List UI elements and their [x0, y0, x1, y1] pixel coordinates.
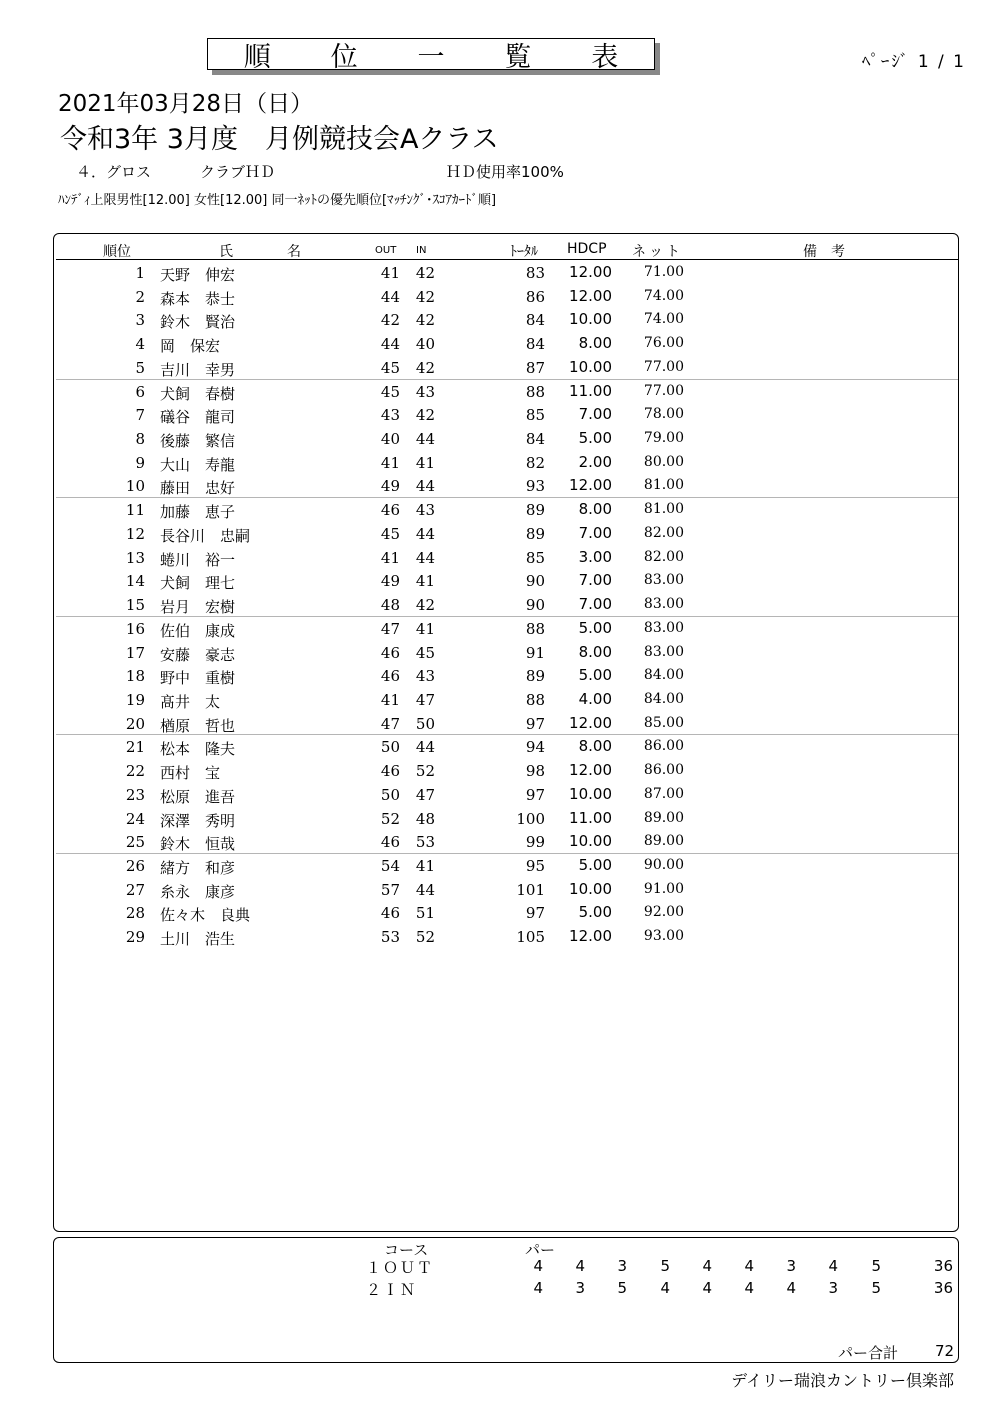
out-score-cell: 52 [380, 809, 400, 828]
hole-par: 3 [575, 1279, 585, 1297]
in-score-cell: 41 [415, 572, 435, 591]
name-cell: 礒谷 龍司 [160, 408, 236, 427]
hdcp-cell: 10.00 [569, 784, 612, 803]
hole-par: 3 [786, 1257, 796, 1275]
rank-cell: 4 [135, 335, 145, 354]
out-score-cell: 41 [380, 453, 400, 472]
rank-cell: 9 [135, 453, 145, 472]
total-score-cell: 89 [525, 524, 545, 543]
table-row [0, 784, 1000, 808]
net-score-cell: 80.00 [643, 453, 684, 470]
net-score-cell: 76.00 [643, 335, 684, 352]
name-cell: 鈴木 恒哉 [160, 835, 236, 854]
net-score-cell: 84.00 [643, 690, 684, 707]
total-score-cell: 88 [525, 690, 545, 709]
par-total-label: パー合計 [838, 1344, 899, 1362]
net-score-cell: 89.00 [643, 833, 684, 850]
hdcp-cell: 12.00 [569, 286, 612, 305]
rank-cell: 10 [125, 477, 145, 496]
table-row [0, 926, 1000, 950]
name-cell: 天野 伸宏 [160, 266, 236, 284]
hole-par: 5 [660, 1257, 670, 1275]
net-score-cell: 87.00 [643, 785, 684, 802]
total-score-cell: 89 [525, 501, 545, 520]
course-name-in: ２ＩＮ [366, 1281, 418, 1299]
in-score-cell: 42 [415, 287, 435, 306]
hdcp-cell: 10.00 [569, 310, 612, 329]
out-score-cell: 45 [380, 358, 400, 377]
hdcp-cell: 11.00 [569, 381, 612, 400]
rank-cell: 23 [125, 785, 145, 804]
out-score-cell: 47 [380, 714, 400, 733]
out-score-cell: 45 [380, 382, 400, 401]
rank-cell: 22 [125, 762, 145, 781]
out-score-cell: 44 [380, 287, 400, 306]
table-row [0, 523, 1000, 547]
hole-par: 4 [744, 1257, 754, 1275]
name-cell: 深澤 秀明 [160, 811, 236, 830]
total-score-cell: 93 [525, 477, 545, 496]
course-name-out: １ＯＵＴ [366, 1259, 435, 1277]
name-cell: 西村 宝 [160, 764, 221, 783]
net-score-cell: 92.00 [643, 904, 684, 921]
total-score-cell: 90 [525, 572, 545, 591]
table-row [0, 760, 1000, 784]
table-row [0, 665, 1000, 689]
hdcp-cell: 10.00 [569, 357, 612, 376]
name-cell: 佐伯 康成 [160, 621, 236, 640]
hdcp-cell: 2.00 [578, 452, 612, 471]
hole-par: 4 [660, 1279, 670, 1297]
in-score-cell: 43 [415, 382, 435, 401]
out-score-cell: 40 [380, 430, 400, 449]
col-total: ﾄｰﾀﾙ [510, 244, 538, 260]
rank-cell: 18 [125, 667, 145, 686]
hdcp-cell: 5.00 [578, 618, 612, 637]
hole-par: 4 [575, 1257, 585, 1275]
hdcp-cell: 3.00 [578, 547, 612, 566]
rank-cell: 3 [135, 311, 145, 330]
in-score-cell: 43 [415, 667, 435, 686]
net-score-cell: 86.00 [643, 738, 684, 755]
out-score-cell: 44 [380, 335, 400, 354]
event-name: 令和3年 3月度 月例競技会Aクラス [60, 124, 499, 155]
rank-cell: 28 [125, 904, 145, 923]
in-score-cell: 53 [415, 833, 435, 852]
table-row [0, 689, 1000, 713]
out-score-cell: 50 [380, 738, 400, 757]
out-score-cell: 49 [380, 572, 400, 591]
name-cell: 佐々木 良典 [160, 906, 251, 925]
table-row [0, 404, 1000, 428]
net-score-cell: 93.00 [643, 928, 684, 945]
rank-cell: 15 [125, 596, 145, 615]
col-hdcp: HDCP [567, 241, 607, 257]
total-score-cell: 101 [516, 880, 545, 899]
group-divider [56, 734, 958, 735]
hole-par: 4 [702, 1257, 712, 1275]
table-row [0, 570, 1000, 594]
group-divider [56, 379, 958, 380]
total-score-cell: 95 [525, 857, 545, 875]
in-score-cell: 42 [415, 311, 435, 330]
page-number: ﾍﾟｰｼﾞ 1 / 1 [861, 52, 966, 72]
net-score-cell: 83.00 [643, 643, 684, 660]
rank-cell: 17 [125, 643, 145, 662]
out-score-cell: 57 [380, 880, 400, 899]
table-row [0, 855, 1000, 879]
name-cell: 犬飼 理七 [160, 574, 236, 593]
rank-cell: 2 [135, 287, 145, 306]
out-score-cell: 46 [380, 833, 400, 852]
total-score-cell: 89 [525, 667, 545, 686]
net-score-cell: 82.00 [643, 548, 684, 565]
net-score-cell: 74.00 [643, 287, 684, 304]
competition-date: 2021年03月28日（日） [58, 91, 314, 117]
in-score-cell: 47 [415, 785, 435, 804]
col-net: ネット [632, 244, 683, 260]
net-score-cell: 78.00 [643, 406, 684, 423]
name-cell: 岡 保宏 [160, 337, 221, 356]
group-divider [56, 616, 958, 617]
hdcp-cell: 7.00 [578, 523, 612, 542]
col-remarks: 備 考 [803, 244, 845, 260]
out-score-cell: 41 [380, 548, 400, 567]
total-score-cell: 84 [525, 311, 545, 330]
table-row [0, 594, 1000, 618]
out-score-cell: 45 [380, 524, 400, 543]
rank-cell: 11 [125, 501, 145, 520]
name-cell: 森本 恭士 [160, 289, 236, 308]
name-cell: 吉川 幸男 [160, 360, 236, 379]
rank-cell: 7 [135, 406, 145, 425]
header-divider [56, 259, 958, 260]
in-score-cell: 47 [415, 690, 435, 709]
col-out: OUT [375, 245, 397, 256]
name-cell: 後藤 繁信 [160, 432, 236, 451]
out-score-cell: 48 [380, 596, 400, 615]
name-cell: 大山 寿龍 [160, 455, 236, 474]
par-total-value: 72 [935, 1342, 955, 1360]
in-score-cell: 45 [415, 643, 435, 662]
rank-cell: 5 [135, 358, 145, 377]
name-cell: 藤田 忠好 [160, 479, 236, 498]
hdcp-cell: 10.00 [569, 879, 612, 898]
net-score-cell: 84.00 [643, 667, 684, 684]
total-score-cell: 86 [525, 287, 545, 306]
net-score-cell: 83.00 [643, 596, 684, 613]
hole-par: 4 [533, 1279, 543, 1297]
total-score-cell: 94 [525, 738, 545, 757]
table-row [0, 736, 1000, 760]
total-score-cell: 84 [525, 335, 545, 354]
in-score-cell: 40 [415, 335, 435, 354]
net-score-cell: 83.00 [643, 572, 684, 589]
col-in: IN [416, 245, 427, 256]
hdcp-cell: 8.00 [578, 500, 612, 519]
rank-cell: 26 [125, 857, 145, 875]
in-score-cell: 41 [415, 619, 435, 638]
table-row [0, 808, 1000, 832]
hole-par: 3 [828, 1279, 838, 1297]
name-cell: 蜷川 裕一 [160, 550, 236, 569]
hdcp-cell: 8.00 [578, 737, 612, 756]
in-score-cell: 52 [415, 762, 435, 781]
net-score-cell: 81.00 [643, 501, 684, 518]
hdcp-cell: 12.00 [569, 476, 612, 495]
page-title: 順 位 一 覧 表 [207, 38, 655, 70]
handicap-class: クラブＨＤ [200, 163, 276, 181]
hd-usage-rate: ＨＤ使用率100% [446, 163, 564, 181]
in-score-cell: 44 [415, 524, 435, 543]
in-score-cell: 44 [415, 430, 435, 449]
name-cell: 犬飼 春樹 [160, 384, 236, 403]
total-score-cell: 105 [516, 928, 545, 947]
rank-cell: 14 [125, 572, 145, 591]
table-row [0, 286, 1000, 310]
club-name: デイリー瑞浪カントリー倶楽部 [731, 1371, 954, 1390]
col-name-given: 名 [287, 244, 301, 260]
name-cell: 加藤 恵子 [160, 503, 236, 522]
total-score-cell: 99 [525, 833, 545, 852]
total-score-cell: 82 [525, 453, 545, 472]
name-cell: 松原 進吾 [160, 787, 236, 806]
hdcp-cell: 7.00 [578, 405, 612, 424]
table-row [0, 618, 1000, 642]
hdcp-cell: 12.00 [569, 761, 612, 780]
total-score-cell: 98 [525, 762, 545, 781]
hole-par: 5 [617, 1279, 627, 1297]
name-cell: 糸永 康彦 [160, 882, 236, 901]
hole-par: 4 [828, 1257, 838, 1275]
total-score-cell: 83 [525, 264, 545, 282]
hole-par: 4 [786, 1279, 796, 1297]
hdcp-cell: 12.00 [569, 713, 612, 732]
in-score-cell: 44 [415, 880, 435, 899]
in-score-cell: 48 [415, 809, 435, 828]
rank-cell: 29 [125, 928, 145, 947]
in-score-cell: 44 [415, 548, 435, 567]
total-score-cell: 100 [516, 809, 545, 828]
table-row [0, 262, 1000, 286]
out-score-cell: 47 [380, 619, 400, 638]
total-score-cell: 88 [525, 382, 545, 401]
out-score-cell: 42 [380, 311, 400, 330]
net-score-cell: 74.00 [643, 311, 684, 328]
course-label: コース [384, 1241, 429, 1259]
hdcp-cell: 5.00 [578, 903, 612, 922]
table-row [0, 879, 1000, 903]
rank-cell: 6 [135, 382, 145, 401]
net-score-cell: 90.00 [643, 857, 684, 873]
total-score-cell: 97 [525, 904, 545, 923]
name-cell: 野中 重樹 [160, 669, 236, 688]
hdcp-cell: 12.00 [569, 263, 612, 281]
out-score-cell: 46 [380, 643, 400, 662]
table-row [0, 381, 1000, 405]
hole-par: 4 [533, 1257, 543, 1275]
total-score-cell: 97 [525, 714, 545, 733]
table-row [0, 428, 1000, 452]
hdcp-cell: 8.00 [578, 334, 612, 353]
net-score-cell: 82.00 [643, 524, 684, 541]
hdcp-cell: 7.00 [578, 595, 612, 614]
name-cell: 松本 隆夫 [160, 740, 236, 759]
name-cell: 長谷川 忠嗣 [160, 526, 251, 545]
net-score-cell: 81.00 [643, 477, 684, 494]
table-row [0, 475, 1000, 499]
net-score-cell: 83.00 [643, 619, 684, 636]
hole-par: 5 [871, 1279, 881, 1297]
name-cell: 髙井 太 [160, 692, 221, 711]
net-score-cell: 91.00 [643, 880, 684, 897]
course-par-table [53, 1237, 959, 1363]
table-row [0, 499, 1000, 523]
name-cell: 緒方 和彦 [160, 859, 236, 877]
table-row [0, 309, 1000, 333]
out-score-cell: 49 [380, 477, 400, 496]
name-cell: 土川 浩生 [160, 930, 236, 949]
table-row [0, 357, 1000, 381]
total-score-cell: 90 [525, 596, 545, 615]
table-row [0, 831, 1000, 855]
hole-par: 3 [617, 1257, 627, 1275]
out-score-cell: 50 [380, 785, 400, 804]
hole-par: 4 [702, 1279, 712, 1297]
hdcp-cell: 5.00 [578, 856, 612, 874]
net-score-cell: 71.00 [643, 264, 684, 280]
in-score-cell: 52 [415, 928, 435, 947]
hdcp-cell: 5.00 [578, 666, 612, 685]
name-cell: 岩月 宏樹 [160, 598, 236, 617]
in-score-cell: 42 [415, 406, 435, 425]
rank-cell: 25 [125, 833, 145, 852]
group-divider [56, 853, 958, 854]
out-score-cell: 41 [380, 690, 400, 709]
course-par-total: 36 [933, 1257, 953, 1275]
in-score-cell: 44 [415, 738, 435, 757]
rank-cell: 20 [125, 714, 145, 733]
col-rank: 順位 [103, 244, 131, 260]
hdcp-cell: 8.00 [578, 642, 612, 661]
col-name-family: 氏 [219, 244, 233, 260]
net-score-cell: 86.00 [643, 762, 684, 779]
out-score-cell: 46 [380, 501, 400, 520]
net-score-cell: 77.00 [643, 358, 684, 375]
hdcp-cell: 7.00 [578, 571, 612, 590]
rank-cell: 12 [125, 524, 145, 543]
total-score-cell: 85 [525, 406, 545, 425]
ranking-category: ４．グロス [76, 163, 152, 181]
hdcp-cell: 4.00 [578, 689, 612, 708]
name-cell: 安藤 豪志 [160, 645, 236, 664]
out-score-cell: 46 [380, 667, 400, 686]
hdcp-cell: 5.00 [578, 429, 612, 448]
hole-par: 5 [871, 1257, 881, 1275]
course-par-total: 36 [933, 1279, 953, 1297]
out-score-cell: 54 [380, 857, 400, 875]
handicap-rules: ﾊﾝﾃﾞｨ上限男性[12.00] 女性[12.00] 同一ﾈｯﾄの優先順位[ﾏｯﾁﾝｸﾞ･ｽｺｱｶｰﾄﾞ順] [58, 193, 497, 208]
out-score-cell: 43 [380, 406, 400, 425]
table-row [0, 642, 1000, 666]
net-score-cell: 85.00 [643, 714, 684, 731]
hdcp-cell: 12.00 [569, 927, 612, 946]
rank-cell: 1 [135, 264, 145, 282]
hdcp-cell: 10.00 [569, 832, 612, 851]
in-score-cell: 43 [415, 501, 435, 520]
table-row [0, 713, 1000, 737]
total-score-cell: 91 [525, 643, 545, 662]
par-label: パー [525, 1241, 556, 1259]
rank-cell: 21 [125, 738, 145, 757]
rank-cell: 27 [125, 880, 145, 899]
in-score-cell: 51 [415, 904, 435, 923]
hdcp-cell: 11.00 [569, 808, 612, 827]
table-row [0, 902, 1000, 926]
hole-par: 4 [744, 1279, 754, 1297]
in-score-cell: 41 [415, 857, 435, 875]
name-cell: 鈴木 賢治 [160, 313, 236, 332]
net-score-cell: 77.00 [643, 382, 684, 399]
name-cell: 楢原 哲也 [160, 716, 236, 735]
net-score-cell: 89.00 [643, 809, 684, 826]
total-score-cell: 97 [525, 785, 545, 804]
rank-cell: 24 [125, 809, 145, 828]
out-score-cell: 53 [380, 928, 400, 947]
total-score-cell: 87 [525, 358, 545, 377]
in-score-cell: 44 [415, 477, 435, 496]
rank-cell: 13 [125, 548, 145, 567]
rank-cell: 19 [125, 690, 145, 709]
table-row [0, 452, 1000, 476]
rank-cell: 8 [135, 430, 145, 449]
out-score-cell: 46 [380, 904, 400, 923]
in-score-cell: 42 [415, 264, 435, 282]
in-score-cell: 41 [415, 453, 435, 472]
in-score-cell: 50 [415, 714, 435, 733]
total-score-cell: 84 [525, 430, 545, 449]
total-score-cell: 88 [525, 619, 545, 638]
in-score-cell: 42 [415, 596, 435, 615]
table-row [0, 547, 1000, 571]
rank-cell: 16 [125, 619, 145, 638]
out-score-cell: 46 [380, 762, 400, 781]
out-score-cell: 41 [380, 264, 400, 282]
group-divider [56, 497, 958, 498]
table-row [0, 333, 1000, 357]
total-score-cell: 85 [525, 548, 545, 567]
net-score-cell: 79.00 [643, 430, 684, 447]
in-score-cell: 42 [415, 358, 435, 377]
